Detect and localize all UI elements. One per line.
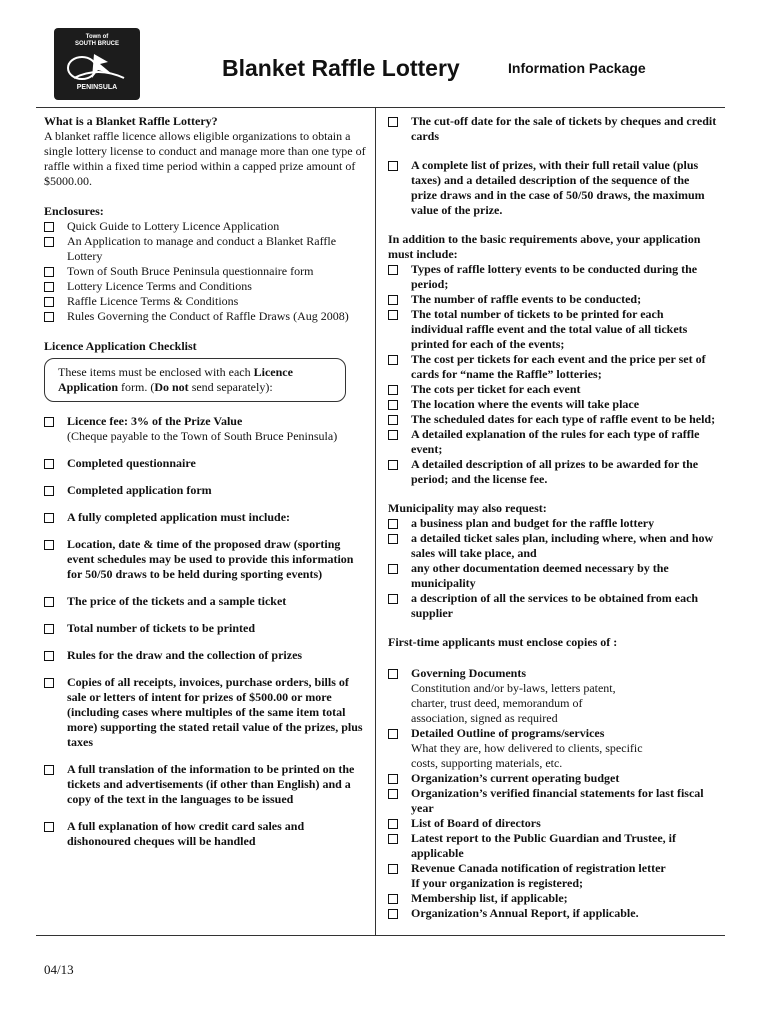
enclose-callout <box>44 358 346 402</box>
checklist-text: A full translation of the information to be printed on the tickets and advertisements (if other than English) and a copy of the text in the languages to be issued <box>67 762 355 806</box>
checkbox[interactable] <box>388 819 398 829</box>
checkbox[interactable] <box>388 117 398 127</box>
item-detail: Constitution and/or by-laws, letters patent, charter, trust deed, memorandum of association, signed as required <box>411 681 616 725</box>
list-item <box>388 531 718 561</box>
checkbox[interactable] <box>388 774 398 784</box>
list-item <box>44 309 370 324</box>
list-item <box>388 307 718 352</box>
municipality-list <box>388 516 718 621</box>
bottom-divider <box>36 935 725 936</box>
checklist-item <box>388 114 718 144</box>
item-label: Detailed Outline of programs/services <box>411 726 605 740</box>
item-text: Membership list, if applicable; <box>411 891 568 905</box>
enclosures-heading: Enclosures: <box>44 204 104 218</box>
list-item <box>44 264 370 279</box>
item-text: Organization’s current operating budget <box>411 771 620 785</box>
checklist-text: A fully completed application must include: <box>67 510 291 524</box>
fee-note: (Cheque payable to the Town of South Bruce Peninsula) <box>67 429 338 443</box>
list-item <box>388 831 718 861</box>
checklist-text: Rules for the draw and the collection of prizes <box>67 648 303 662</box>
callout-bold: Licence Application <box>58 365 293 394</box>
list-item <box>44 234 370 264</box>
list-item <box>388 816 718 831</box>
item-text: a description of all the services to be obtained from each supplier <box>411 591 699 620</box>
checkbox[interactable] <box>44 282 54 292</box>
checkbox[interactable] <box>44 513 54 523</box>
item-text: List of Board of directors <box>411 816 541 830</box>
logo-line2: SOUTH BRUCE <box>74 41 119 47</box>
enclosure-text: Lottery Licence Terms and Conditions <box>67 279 252 293</box>
list-item <box>388 412 718 427</box>
checklist-item <box>44 456 370 471</box>
column-divider <box>375 107 376 935</box>
item-text: The location where the events will take place <box>411 397 640 411</box>
top-divider <box>36 107 725 108</box>
list-item <box>388 861 718 876</box>
checkbox[interactable] <box>388 534 398 544</box>
checkbox[interactable] <box>388 834 398 844</box>
checkbox[interactable] <box>388 310 398 320</box>
checkbox[interactable] <box>388 430 398 440</box>
checklist-item <box>388 158 718 218</box>
lighthouse-bird-icon <box>64 48 130 84</box>
item-text: a business plan and budget for the raffle lottery <box>411 516 655 530</box>
logo-bottom-text: PENINSULA <box>76 84 118 91</box>
list-item <box>44 294 370 309</box>
checkbox[interactable] <box>388 669 398 679</box>
checkbox[interactable] <box>388 909 398 919</box>
checklist-item <box>44 675 370 750</box>
list-item <box>388 771 718 786</box>
item-text: any other documentation deemed necessary by the municipality <box>411 561 669 590</box>
checklist-item <box>44 648 370 663</box>
checklist-text: Completed application form <box>67 483 212 497</box>
callout-bold: Do not <box>154 380 189 394</box>
list-item <box>388 427 718 457</box>
checkbox[interactable] <box>388 789 398 799</box>
enclosure-text: An Application to manage and conduct a Blanket Raffle Lottery <box>67 234 337 263</box>
left-column <box>44 114 370 849</box>
footer-date: 04/13 <box>44 962 74 977</box>
checkbox[interactable] <box>44 540 54 550</box>
checkbox[interactable] <box>388 564 398 574</box>
item-text: Organization’s Annual Report, if applicable. <box>411 906 639 920</box>
right-column <box>388 114 718 921</box>
item-detail: What they are, how delivered to clients, specific costs, supporting materials, etc. <box>411 741 643 770</box>
enclosures-list <box>44 219 370 324</box>
page-title: Blanket Raffle Lottery <box>222 55 460 81</box>
checkbox[interactable] <box>388 415 398 425</box>
list-item <box>388 786 718 816</box>
checklist-text: Total number of tickets to be printed <box>67 621 256 635</box>
checkbox[interactable] <box>388 355 398 365</box>
list-item <box>388 591 718 621</box>
checkbox[interactable] <box>388 385 398 395</box>
town-logo <box>54 28 140 100</box>
checkbox[interactable] <box>388 460 398 470</box>
list-item-outline <box>388 726 718 771</box>
checkbox[interactable] <box>388 295 398 305</box>
checklist-text: The cut-off date for the sale of tickets by cheques and credit cards <box>411 114 717 143</box>
list-item-governing <box>388 666 718 726</box>
checklist-item <box>44 762 370 807</box>
list-item <box>388 382 718 397</box>
item-text: The scheduled dates for each type of raffle event to be held; <box>411 412 716 426</box>
first-time-list <box>388 666 718 921</box>
checklist-text: The price of the tickets and a sample ticket <box>67 594 287 608</box>
what-body: A blanket raffle licence allows eligible organizations to obtain a single lottery license to conduct and manage more than one type of raffle within a fixed time period within a capped prize amount of $5000.00. <box>44 129 366 188</box>
item-text: Latest report to the Public Guardian and Trustee, if applicable <box>411 831 676 860</box>
checklist-text: Completed questionnaire <box>67 456 196 470</box>
what-heading: What is a Blanket Raffle Lottery? <box>44 114 218 128</box>
checklist-text: A complete list of prizes, with their full retail value (plus taxes) and a detailed description of the sequence of the prize draws and in the case of 50/50 draws, the maximum value of the prize. <box>411 158 705 217</box>
checkbox[interactable] <box>44 297 54 307</box>
checklist-text: A full explanation of how credit card sales and dishonoured cheques will be handled <box>67 819 305 848</box>
checkbox[interactable] <box>44 624 54 634</box>
addition-heading: In addition to the basic requirements above, your application must include: <box>388 232 701 261</box>
logo-line1: Town of <box>85 34 109 40</box>
checkbox[interactable] <box>44 822 54 832</box>
list-item <box>388 262 718 292</box>
list-item <box>388 292 718 307</box>
list-item <box>388 891 718 906</box>
checklist-item <box>44 537 370 582</box>
item-label: Governing Documents <box>411 666 526 680</box>
first-time-heading: First-time applicants must enclose copies of : <box>388 635 618 649</box>
checkbox[interactable] <box>44 459 54 469</box>
checkbox[interactable] <box>388 265 398 275</box>
checklist <box>44 414 370 849</box>
checkbox[interactable] <box>388 729 398 739</box>
checkbox[interactable] <box>388 594 398 604</box>
checkbox[interactable] <box>388 864 398 874</box>
checklist-item <box>44 510 370 525</box>
list-item <box>388 397 718 412</box>
checklist-item-fee <box>44 414 370 444</box>
item-text: A detailed explanation of the rules for each type of raffle event; <box>411 427 700 456</box>
checkbox[interactable] <box>388 519 398 529</box>
list-item <box>388 906 718 921</box>
checkbox[interactable] <box>44 597 54 607</box>
checkbox[interactable] <box>44 312 54 322</box>
item-text: The cost per tickets for each event and the price per set of cards for “name the Raffle” lotteries; <box>411 352 706 381</box>
page-subtitle: Information Package <box>508 60 646 76</box>
checkbox[interactable] <box>388 400 398 410</box>
callout-text: form. ( <box>118 380 155 394</box>
checkbox[interactable] <box>44 267 54 277</box>
list-item <box>388 516 718 531</box>
checkbox[interactable] <box>388 161 398 171</box>
list-item <box>388 457 718 487</box>
registered-note: If your organization is registered; <box>411 876 583 890</box>
checklist-item <box>44 819 370 849</box>
checkbox[interactable] <box>44 417 54 427</box>
checkbox[interactable] <box>388 894 398 904</box>
item-text: The cots per ticket for each event <box>411 382 581 396</box>
fee-label: Licence fee: 3% of the Prize Value <box>67 414 243 428</box>
checklist-item <box>44 483 370 498</box>
callout-text: These items must be enclosed with each <box>58 365 254 379</box>
enclosure-text: Rules Governing the Conduct of Raffle Draws (Aug 2008) <box>67 309 349 323</box>
checkbox[interactable] <box>44 651 54 661</box>
checklist-item <box>44 621 370 636</box>
checkbox[interactable] <box>44 765 54 775</box>
checklist-text: Copies of all receipts, invoices, purchase orders, bills of sale or letters of intent for prizes of $500.00 or more (including cases where multiples of the same item total more) supporting the stated retail value of the prizes, plus taxes <box>67 675 363 749</box>
enclosure-text: Town of South Bruce Peninsula questionnaire form <box>67 264 314 278</box>
callout-text: send separately): <box>188 380 273 394</box>
checklist-heading: Licence Application Checklist <box>44 339 197 353</box>
list-item <box>44 219 370 234</box>
item-text: A detailed description of all prizes to be awarded for the period; and the license fee. <box>411 457 699 486</box>
checkbox[interactable] <box>44 678 54 688</box>
enclosure-text: Quick Guide to Lottery Licence Application <box>67 219 280 233</box>
item-text: The total number of tickets to be printed for each individual raffle event and the total value of all tickets printed for each of the events; <box>411 307 688 351</box>
item-text: a detailed ticket sales plan, including where, when and how sales will take place, and <box>411 531 714 560</box>
checkbox[interactable] <box>44 237 54 247</box>
checklist-text: Location, date & time of the proposed draw (sporting event schedules may be used to provide this information for 50/50 draws to be held during sporting events) <box>67 537 354 581</box>
checkbox[interactable] <box>44 222 54 232</box>
item-text: Revenue Canada notification of registration letter <box>411 861 666 875</box>
list-item <box>44 279 370 294</box>
logo-town-text <box>54 34 140 48</box>
checklist-item <box>44 594 370 609</box>
list-item <box>388 352 718 382</box>
item-text: The number of raffle events to be conducted; <box>411 292 642 306</box>
addition-list <box>388 262 718 487</box>
checkbox[interactable] <box>44 486 54 496</box>
list-item <box>388 561 718 591</box>
enclosure-text: Raffle Licence Terms & Conditions <box>67 294 239 308</box>
item-text: Organization’s verified financial statements for last fiscal year <box>411 786 704 815</box>
item-text: Types of raffle lottery events to be conducted during the period; <box>411 262 698 291</box>
municipality-heading: Municipality may also request: <box>388 501 547 515</box>
